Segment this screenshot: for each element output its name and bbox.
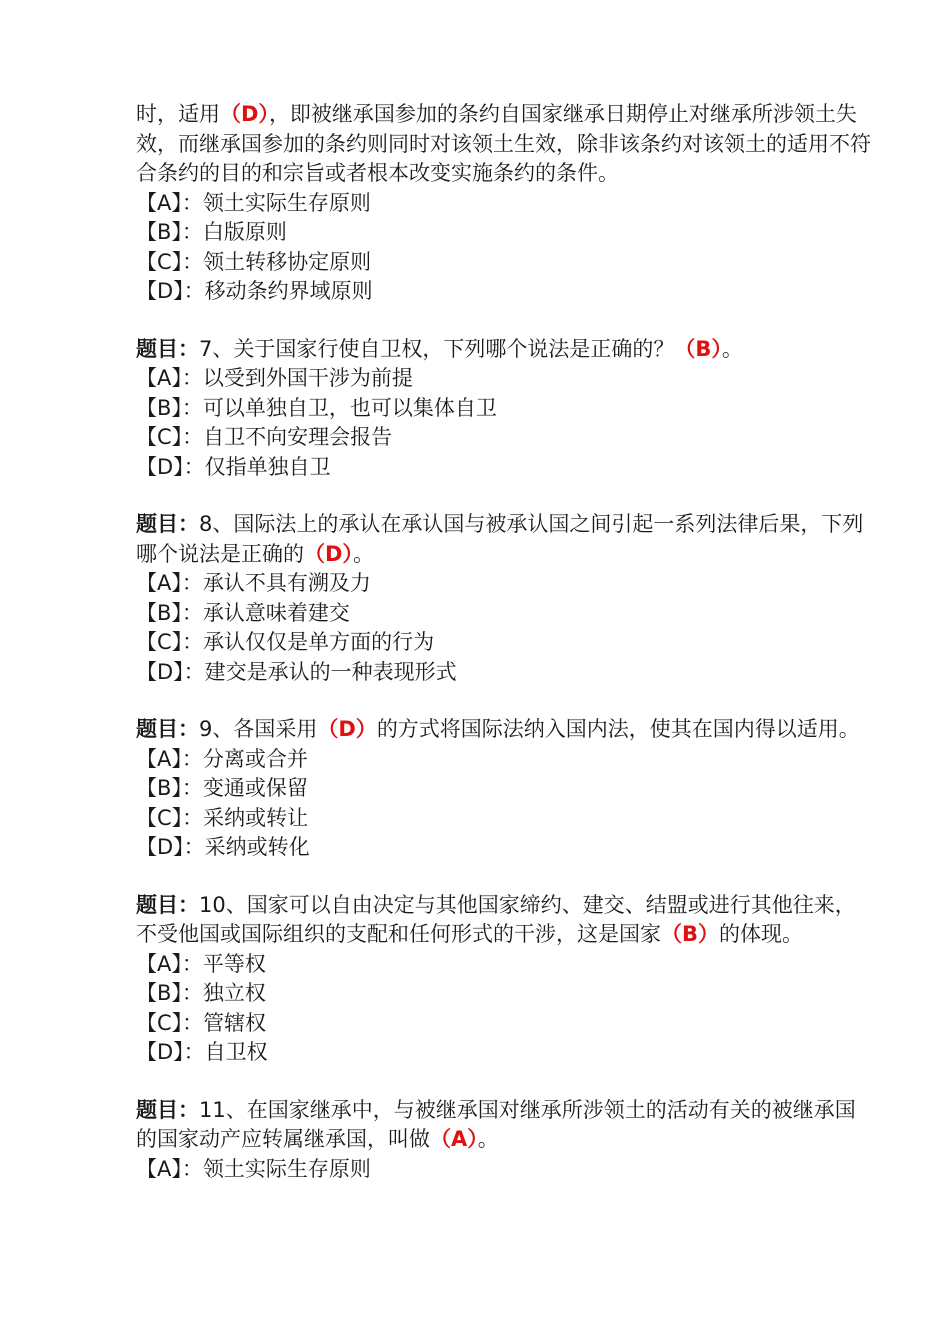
- question-stem: 题目：11、在国家继承中，与被继承国对继承所涉领土的活动有关的被继承国的国家动产应转属继承国，叫做（A）。: [136, 1097, 856, 1151]
- option-c: 【C】：管辖权: [136, 1010, 267, 1035]
- question-label: 题目：: [136, 717, 199, 741]
- question-label: 题目：: [136, 1097, 199, 1122]
- option-b: 【B】：变通或保留: [136, 776, 308, 800]
- option-b: 【B】：独立权: [136, 981, 266, 1005]
- question-answer: （A）: [430, 1127, 478, 1151]
- question-stem: 题目：7、关于国家行使自卫权，下列哪个说法是正确的？（B）。: [136, 336, 743, 361]
- option-c: 【C】：承认仅仅是单方面的行为: [136, 630, 435, 654]
- option-a: 【A】：领土实际生存原则: [136, 190, 371, 215]
- option-a: 【A】：承认不具有溯及力: [136, 571, 371, 595]
- option-c: 【C】：采纳或转让: [136, 805, 309, 830]
- option-d: 【D】：自卫权: [136, 1040, 268, 1064]
- option-c: 【C】：领土转移协定原则: [136, 249, 372, 274]
- option-d: 【D】：移动条约界域原则: [136, 279, 373, 303]
- question-8: [136, 510, 876, 687]
- lead-question: [136, 100, 876, 307]
- lead-stem-before: 时，适用: [136, 102, 220, 126]
- question-label: 题目：: [136, 512, 199, 536]
- option-d: 【D】：建交是承认的一种表现形式: [136, 659, 457, 684]
- lead-answer: （D）: [220, 102, 269, 126]
- question-9: [136, 715, 876, 863]
- lead-stem-after: ，即被继承国参加的条约自国家继承日期停止对继承所涉领土失效，而继承国参加的条约则同时对该领土生效，除非该条约对该领土的适用不符合条约的目的和宗旨或者根本改变实施条约的条件。: [136, 102, 871, 185]
- option-a: 【A】：分离或合并: [136, 746, 308, 771]
- question-answer: （B）: [674, 336, 722, 361]
- option-b: 【B】：白版原则: [136, 220, 287, 244]
- option-c: 【C】：自卫不向安理会报告: [136, 425, 393, 449]
- option-b: 【B】：承认意味着建交: [136, 600, 350, 625]
- option-a: 【A】：领土实际生存原则: [136, 1156, 371, 1181]
- question-answer: （B）: [661, 922, 720, 946]
- option-b: 【B】：可以单独自卫，也可以集体自卫: [136, 395, 497, 420]
- question-stem: 题目：10、国家可以自由决定与其他国家缔约、建交、结盟或进行其他往来，不受他国或国际组织的支配和任何形式的干涉，这是国家（B）的体现。: [136, 892, 856, 946]
- option-a: 【A】：以受到外国干涉为前提: [136, 366, 413, 390]
- question-answer: （D）: [304, 541, 353, 566]
- question-10: [136, 891, 876, 1068]
- option-d: 【D】：仅指单独自卫: [136, 454, 331, 479]
- option-d: 【D】：采纳或转化: [136, 835, 310, 859]
- question-7: [136, 335, 876, 483]
- document-page: [136, 100, 876, 1184]
- question-answer: （D）: [317, 717, 377, 741]
- question-stem: 题目：9、各国采用（D）的方式将国际法纳入国内法，使其在国内得以适用。: [136, 717, 860, 741]
- lead-question-stem: [136, 100, 876, 189]
- question-stem: 题目：8、国际法上的承认在承认国与被承认国之间引起一系列法律后果，下列哪个说法是正确的（D）。: [136, 512, 864, 566]
- question-label: 题目：: [136, 336, 199, 361]
- question-label: 题目：: [136, 892, 199, 917]
- question-11: [136, 1096, 876, 1185]
- option-a: 【A】：平等权: [136, 951, 266, 976]
